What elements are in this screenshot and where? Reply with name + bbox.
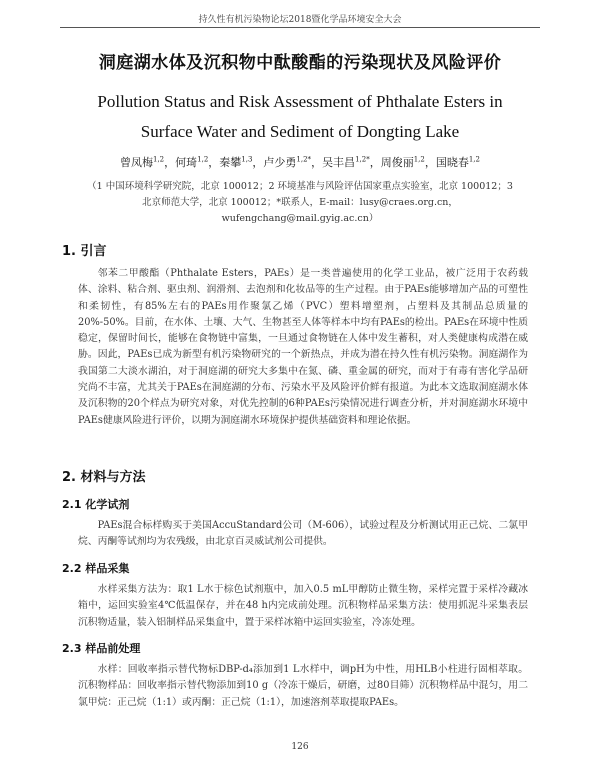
author-list: 曾凤梅$^{1,2}$，何琦$^{1,2}$，秦攀$^{1,3}$，卢少勇$^{1,2*}$，吴丰昌$^{1,2*}$，周俊丽$^{1,2}$，国晓春$^{1,2}$ (120, 155, 480, 169)
author-affiliation-mark: 1,2 (413, 155, 425, 164)
title-english-line2: Surface Water and Sediment of Dongting Lake (140, 122, 460, 141)
author-name: 何琦 (175, 156, 198, 169)
title-chinese: 洞庭湖水体及沉积物中酞酸酯的污染现状及风险评价 (98, 53, 502, 73)
author-name: 曾凤梅 (120, 156, 153, 169)
author-name: 卢少勇 (263, 156, 297, 169)
subsection-heading-sampling: 2.2 样品采集 (62, 562, 130, 575)
sampling-paragraph: 水样采集方法为：取1 L水于棕色试剂瓶中，加入0.5 mL甲醇防止微生物，采样完置于采样冷藏冰箱中，运回实验室4℃低温保存，并在48 h内完成前处理。沉积物样品采集方法：使用抓泥斗采集表层沉积物适量，装入铝制样品采集盒中，置于采样冰箱中运回实验室，冷冻处理。 (78, 584, 528, 628)
running-header: 持久性有机污染物论坛2018暨化学品环境安全大会 (198, 15, 402, 25)
author-name: 周俊丽 (380, 156, 414, 169)
pretreatment-paragraph: 水样：回收率指示替代物标DBP-d₄添加到1 L水样中，调pH为中性，用HLB小柱进行固相萃取。沉积物样品：回收率指示替代物添加到10 g（冷冻干燥后，研磨，过80目筛）沉积物样品中混匀，用二氯甲烷：正己烷（1:1）或丙酮：正己烷（1:1），加速溶剂萃取提取PAEs。 (78, 664, 528, 708)
author-affiliation-mark: 1,2 (468, 155, 480, 164)
affiliation-line1: （1 中国环境科学研究院，北京 100012；2 环境基准与风险评估国家重点实验室，北京 100012；3 (87, 181, 513, 192)
author-name: 国晓春 (435, 156, 469, 169)
header-rule (60, 27, 540, 28)
author-affiliation-mark: 1,3 (241, 155, 253, 164)
author-name: 吴丰昌 (322, 156, 356, 169)
author-name: 秦攀 (219, 156, 242, 169)
page-number: 126 (291, 742, 309, 752)
author-affiliation-mark: 1,2 (197, 155, 209, 164)
introduction-paragraph: 邻苯二甲酸酯（Phthalate Esters，PAEs）是一类普遍使用的化学工业品，被广泛用于农药载体、涂料、粘合剂、驱虫剂、润滑剂、去泡剂和化妆品等的生产过程。由于PAEs能够增加产品的可塑性和柔韧性，有85%左右的PAEs用作聚氯乙烯（PVC）塑料增塑剂，占塑料及其制品总质量的20%-50%。目前，在水体、土壤、大气、生物甚至人体等样本中均有PAEs的检出。PAEs在环境中性质稳定，保留时间长，能够在食物链中富集，一旦通过食物链在人体中发生蓄积，对人类健康构成潜在威胁。因此，PAEs已成为新型有机污染物研究的一个新热点，并成为潜在持久性有机污染物。洞庭湖作为我国第二大淡水湖泊，对于洞庭湖的研究大多集中在氮、磷、重金属的研究，而对于有毒有害化学品研究尚不丰富，尤其关于PAEs在洞庭湖的分布、污染水平及风险评价鲜有报道。为此本文选取洞庭湖水体及沉积物的20个样点为研究对象，对优先控制的6种PAEs污染情况进行调查分析，并对洞庭湖水环境中PAEs健康风险进行评价，以期为洞庭湖水环境保护提供基础资料和理论依据。 (78, 268, 528, 426)
title-english-line1: Pollution Status and Risk Assessment of Phthalate Esters in (97, 92, 503, 111)
affiliation-line2: 北京师范大学，北京 100012；*联系人，E-mail：lusy@craes.org.cn， (142, 197, 458, 208)
author-affiliation-mark: 1,2 (153, 155, 165, 164)
author-affiliation-mark: 1,2* (296, 155, 312, 164)
subsection-heading-reagents: 2.1 化学试剂 (62, 498, 130, 511)
author-affiliation-mark: 1,2* (355, 155, 370, 164)
section-heading-introduction: 1. 引言 (62, 244, 107, 259)
section-heading-materials-methods: 2. 材料与方法 (62, 470, 146, 485)
affiliation-line3: wufengchang@mail.gyig.ac.cn） (221, 213, 379, 224)
reagents-paragraph: PAEs混合标样购买于美国AccuStandard公司（M-606），试验过程及分析测试用正己烷、二氯甲烷、丙酮等试剂均为农残级，由北京百灵威试剂公司提供。 (78, 520, 528, 548)
subsection-heading-pretreatment: 2.3 样品前处理 (62, 642, 141, 655)
